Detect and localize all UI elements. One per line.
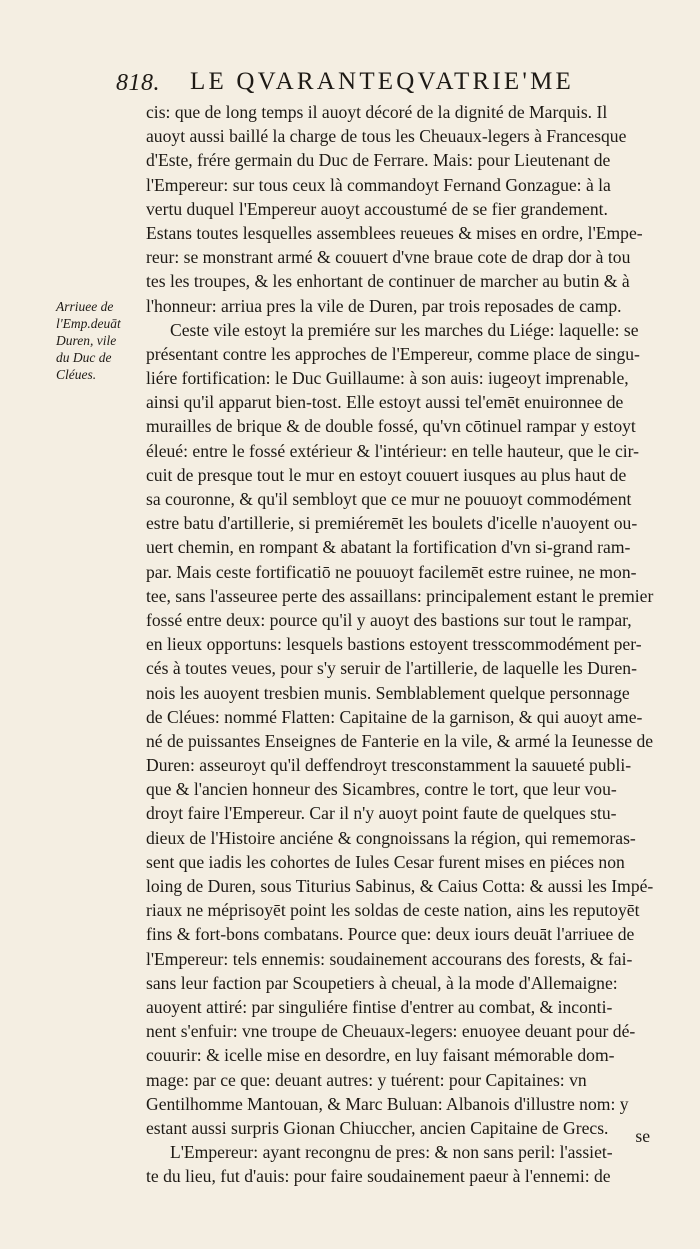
text-line: sa couronne, & qu'il sembloyt que ce mur ne pouuoyt commodément xyxy=(146,489,632,509)
text-line: dieux de l'Histoire anciéne & congnoissans la région, qui rememoras- xyxy=(146,827,636,848)
text-line: uert chemin, en rompant & abatant la fortification d'vn si-grand ram- xyxy=(146,537,631,558)
text-line: Gentilhomme Mantouan, & Marc Buluan: Albanois d'illustre nom: y xyxy=(146,1093,629,1114)
text-line: Estans toutes lesquelles assemblees reueues & mises en ordre, l'Empe- xyxy=(146,222,643,243)
text-line: Ceste vile estoyt la premiére sur les marches du Liége: laquelle: se xyxy=(170,319,639,340)
text-line: l'honneur: arriua pres la vile de Duren, par trois reposades de camp. xyxy=(146,295,622,316)
text-line: liére fortification: le Duc Guillaume: à son auis: iugeoyt imprenable, xyxy=(146,368,629,389)
text-line: né de puissantes Enseignes de Fanterie en la vile, & armé la Ieunesse de xyxy=(146,730,654,751)
text-line: cuit de presque tout le mur en estoyt couuert iusques au plus haut de xyxy=(146,464,627,485)
page-number: 818. xyxy=(116,70,160,96)
text-line: tee, sans l'asseuree perte des assaillans: principalement estant le premier xyxy=(146,585,654,606)
text-line: éleué: entre le fossé extérieur & l'intérieur: en telle hauteur, que le cir- xyxy=(146,440,640,461)
text-line: reur: se monstrant armé & couuert d'vne braue cote de drap dor à tou xyxy=(146,247,631,268)
text-line: cis: que de long temps il auoyt décoré de la dignité de Marquis. Il xyxy=(146,102,608,122)
text-line: vertu duquel l'Empereur auoyt accoustumé de se fier grandement. xyxy=(146,198,608,219)
text-line: droyt faire l'Empereur. Car il n'y auoyt point faute de quelques stu- xyxy=(146,803,617,824)
body-text xyxy=(146,100,673,1188)
text-line: loing de Duren, sous Titurius Sabinus, & Caius Cotta: & aussi les Impé- xyxy=(146,876,654,896)
text-line: nent s'enfuir: vne troupe de Cheuaux-legers: enuoyee deuant pour dé- xyxy=(146,1021,636,1042)
marginal-note-line: l'Emp.deuāt xyxy=(56,316,121,331)
text-line: présentant contre les approches de l'Empereur, comme place de singu- xyxy=(146,343,640,364)
text-line: te du lieu, fut d'auis: pour faire soudainement paeur à l'ennemi: de xyxy=(146,1166,611,1187)
text-line: que & l'ancien honneur des Sicambres, contre le tort, que leur vou- xyxy=(146,779,617,800)
text-line: l'Empereur: tels ennemis: soudainement accourans des forests, & fai- xyxy=(146,948,633,969)
text-line: d'Este, frére germain du Duc de Ferrare. Mais: pour Lieutenant de xyxy=(146,150,611,171)
text-line: sent que iadis les cohortes de Iules Cesar furent mises en piéces non xyxy=(146,851,625,872)
running-title: LE QVARANTEQVATRIE'ME xyxy=(190,68,574,95)
text-line: estant aussi surpris Gionan Chiuccher, ancien Capitaine de Grecs. xyxy=(146,1117,609,1138)
text-line: auoyt aussi baillé la charge de tous les Cheuaux-legers à Francesque xyxy=(146,126,627,147)
text-line: cés à toutes veues, pour s'y seruir de l'artillerie, de laquelle les Duren- xyxy=(146,658,637,679)
text-line: riaux ne méprisoyēt point les soldas de ceste nation, ains les reputoyēt xyxy=(146,900,640,921)
text-line: par. Mais ceste fortificatiō ne pouuoyt facilemēt estre ruinee, ne mon- xyxy=(146,561,637,582)
text-line: couurir: & icelle mise en desordre, en luy faisant mémorable dom- xyxy=(146,1045,615,1066)
marginal-note-line: Duren, vile xyxy=(56,333,117,348)
marginal-note xyxy=(56,298,156,383)
text-line: sans leur faction par Scoupetiers à cheual, à la mode d'Allemaigne: xyxy=(146,972,618,993)
text-line: Duren: asseuroyt qu'il deffendroyt tresconstamment la sauueté publi- xyxy=(146,755,632,776)
text-line: murailles de brique & de double fossé, qu'vn cōtinuel rampar y estoyt xyxy=(146,416,636,437)
text-line: de Cléues: nommé Flatten: Capitaine de la garnison, & qui auoyt ame- xyxy=(146,706,643,727)
text-line: fins & fort-bons combatans. Pource que: deux iours deuāt l'arriuee de xyxy=(146,924,635,945)
text-line: l'Empereur: sur tous ceux là commandoyt Fernand Gonzague: à la xyxy=(146,174,611,195)
catchword: se xyxy=(635,1126,650,1146)
page-header xyxy=(0,66,700,100)
marginal-note-line: du Duc de xyxy=(56,350,112,365)
text-line: estre batu d'artillerie, si premiéremēt les boulets d'icelle n'auoyent ou- xyxy=(146,513,638,534)
text-line: fossé entre deux: pource qu'il y auoyt des bastions sur tout le rampar, xyxy=(146,609,632,630)
text-line: auoyent attiré: par singuliére fintise d'entrer au combat, & inconti- xyxy=(146,996,613,1017)
marginal-note-line: Cléues. xyxy=(56,367,97,382)
text-line: ainsi qu'il apparut bien-tost. Elle estoyt aussi tel'emēt enuironnee de xyxy=(146,392,624,413)
text-line: mage: par ce que: deuant autres: y tuérent: pour Capitaines: vn xyxy=(146,1069,587,1090)
text-line: nois les auoyent tresbien munis. Semblablement quelque personnage xyxy=(146,682,630,703)
text-line: tes les troupes, & les enhortant de continuer de marcher au butin & à xyxy=(146,271,630,292)
text-line: L'Empereur: ayant recongnu de pres: & non sans peril: l'assiet- xyxy=(170,1142,613,1163)
marginal-note-line: Arriuee de xyxy=(56,299,114,314)
text-line: en lieux opportuns: lesquels bastions estoyent tresscommodément per- xyxy=(146,634,642,655)
